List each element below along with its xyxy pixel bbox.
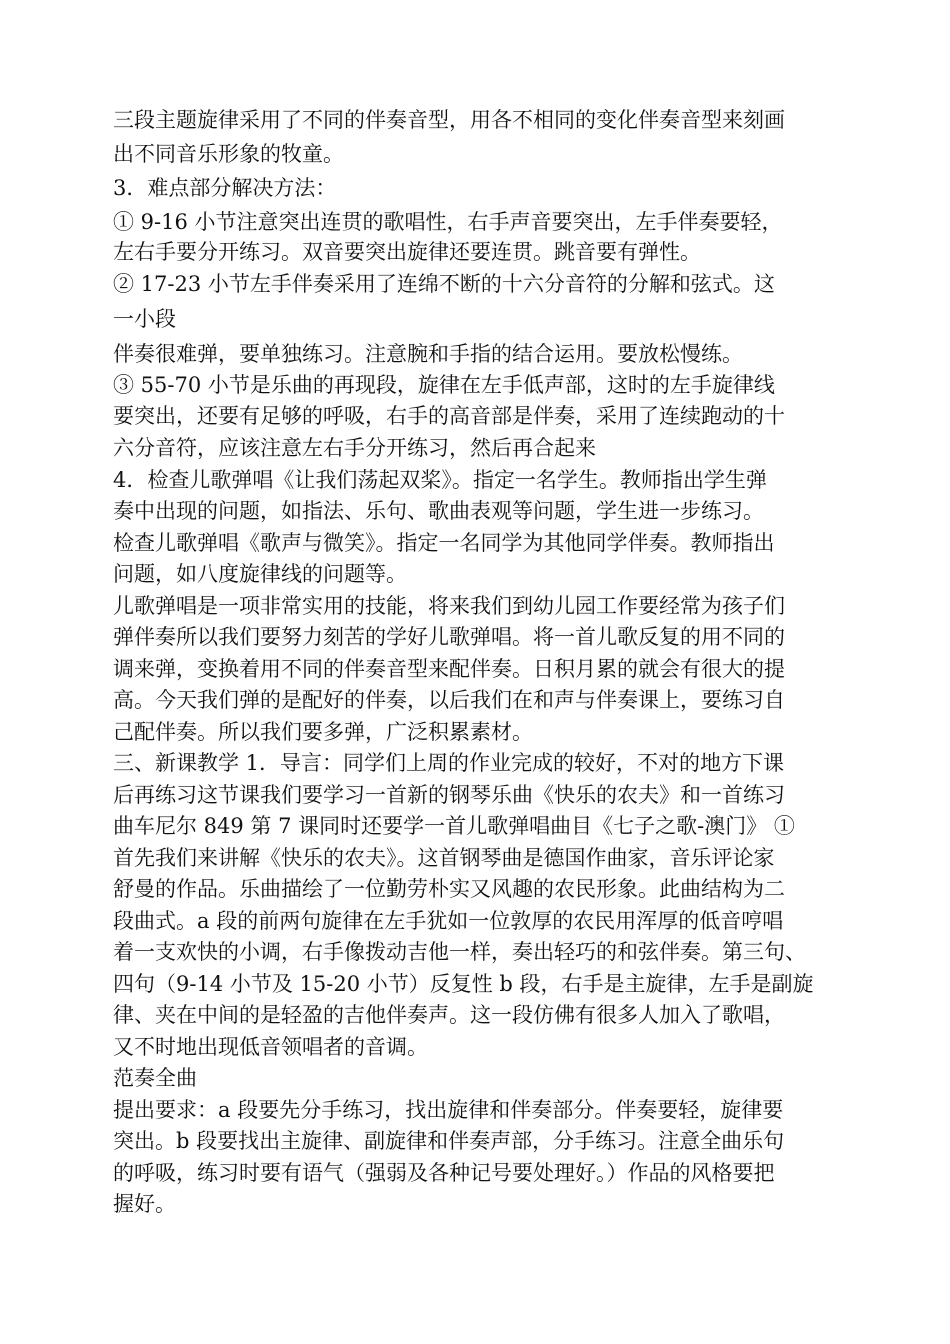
text-line: 四句（9-14 小节及 15-20 小节）反复性 b 段，右手是主旋律，左手是副旋 xyxy=(113,972,814,996)
text-line: 三段主题旋律采用了不同的伴奏音型，用各不相同的变化伴奏音型来刻画 xyxy=(113,108,785,132)
text-line: 问题，如八度旋律线的问题等。 xyxy=(113,562,407,586)
text-line: ② 17-23 小节左手伴奏采用了连绵不断的十六分音符的分解和弦式。这 xyxy=(113,272,775,296)
text-line: ③ 55-70 小节是乐曲的再现段，旋律在左手低声部，这时的左手旋律线 xyxy=(113,373,775,397)
text-line: 弹伴奏所以我们要努力刻苦的学好儿歌弹唱。将一首儿歌反复的用不同的 xyxy=(113,625,785,649)
text-line: 六分音符，应该注意左右手分开练习，然后再合起来 xyxy=(113,436,596,460)
text-line: 提出要求：a 段要先分手练习，找出旋律和伴奏部分。伴奏要轻，旋律要 xyxy=(113,1098,784,1122)
text-line: 奏中出现的问题，如指法、乐句、歌曲表观等问题，学生进一步练习。 xyxy=(113,499,764,523)
text-line: ① 9-16 小节注意突出连贯的歌唱性，右手声音要突出，左手伴奏要轻， xyxy=(113,210,783,234)
text-line: 出不同音乐形象的牧童。 xyxy=(113,142,344,166)
text-line: 伴奏很难弹，要单独练习。注意腕和手指的结合运用。要放松慢练。 xyxy=(113,342,743,366)
text-line: 一小段 xyxy=(113,307,176,331)
text-line: 3．难点部分解决方法： xyxy=(113,176,337,200)
text-line: 高。今天我们弹的是配好的伴奏，以后我们在和声与伴奏课上，要练习自 xyxy=(113,688,785,712)
text-line: 段曲式。a 段的前两句旋律在左手犹如一位敦厚的农民用浑厚的低音哼唱 xyxy=(113,909,784,933)
text-line: 舒曼的作品。乐曲描绘了一位勤劳朴实又风趣的农民形象。此曲结构为二 xyxy=(113,877,785,901)
text-line: 检查儿歌弹唱《歌声与微笑》。指定一名同学为其他同学伴奏。教师指出 xyxy=(113,531,775,555)
text-line: 儿歌弹唱是一项非常实用的技能，将来我们到幼儿园工作要经常为孩子们 xyxy=(113,594,785,618)
text-line: 的呼吸，练习时要有语气（强弱及各种记号要处理好。）作品的风格要把 xyxy=(113,1161,775,1185)
text-line: 握好。 xyxy=(113,1192,176,1216)
text-line: 己配伴奏。所以我们要多弹，广泛积累素材。 xyxy=(113,720,533,744)
text-line: 后再练习这节课我们要学习一首新的钢琴乐曲《快乐的农夫》和一首练习 xyxy=(113,783,785,807)
text-line: 调来弹，变换着用不同的伴奏音型来配伴奏。日积月累的就会有很大的提 xyxy=(113,657,785,681)
text-line: 突出。b 段要找出主旋律、副旋律和伴奏声部，分手练习。注意全曲乐句 xyxy=(113,1129,785,1153)
text-line: 又不时地出现低音领唱者的音调。 xyxy=(113,1035,428,1059)
text-line: 范奏全曲 xyxy=(113,1066,197,1090)
text-line: 要突出，还要有足够的呼吸，右手的高音部是伴奏，采用了连续跑动的十 xyxy=(113,404,785,428)
text-line: 三、新课教学 1．导言：同学们上周的作业完成的较好，不对的地方下课 xyxy=(113,751,785,775)
text-line: 曲车尼尔 849 第 7 课同时还要学一首儿歌弹唱曲目《七子之歌-澳门》 ① xyxy=(113,814,795,838)
text-line: 首先我们来讲解《快乐的农夫》。这首钢琴曲是德国作曲家，音乐评论家 xyxy=(113,846,775,870)
text-line: 左右手要分开练习。双音要突出旋律还要连贯。跳音要有弹性。 xyxy=(113,240,701,264)
text-line: 律、夹在中间的是轻盈的吉他伴奏声。这一段仿佛有很多人加入了歌唱， xyxy=(113,1003,785,1027)
text-line: 4．检查儿歌弹唱《让我们荡起双桨》。指定一名学生。教师指出学生弹 xyxy=(113,468,767,492)
text-line: 着一支欢快的小调，右手像拨动吉他一样，奏出轻巧的和弦伴奏。第三句、 xyxy=(113,940,806,964)
